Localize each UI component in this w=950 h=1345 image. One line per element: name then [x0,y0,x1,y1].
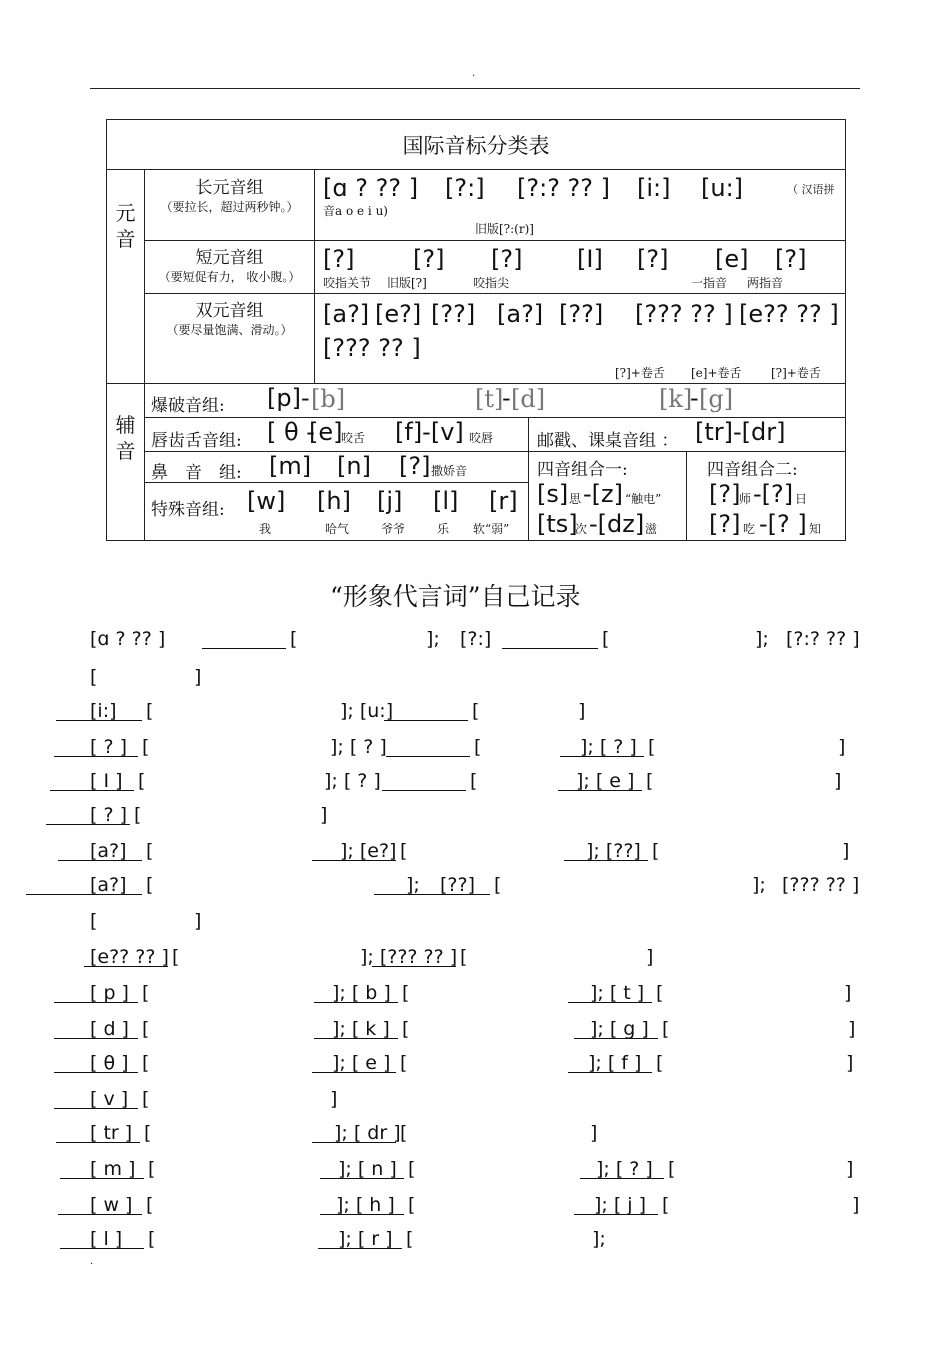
vowel-label: 元音 [115,201,136,251]
record-text: [??? ?? ] [782,874,860,896]
combo-one-ts: [ts] [537,510,578,538]
plosive-g: [g] [699,385,734,413]
combo-two-a-note: 师 [739,492,752,506]
record-text: [ [408,1194,416,1216]
record-line [90,628,860,658]
fill-in-blank[interactable] [580,1178,664,1179]
short-vowel-6: [e] [715,245,749,273]
combo-one-z-note: “触电” [625,492,662,506]
nasal-m: [m] [269,452,312,480]
diphthong-label-3: [?]+卷舌 [771,366,821,380]
lip-e: [e] [309,418,343,446]
special-r-note: 软“弱” [473,522,510,536]
short-vowel-group-name: 短元音组 [195,248,264,268]
diphthong-7: [e?? ?? ] [739,300,839,328]
long-vowel-group-name: 长元音组 [195,178,264,198]
diphthong-6: [??? ?? ] [635,300,733,328]
record-text: [ [602,628,610,650]
record-text: ] [846,1052,854,1074]
record-text: ] [578,700,586,722]
record-lines [90,628,860,1268]
record-text: ]; [406,874,420,896]
lip-theta: [ θ - [267,418,315,446]
record-text: ] [842,840,850,862]
special-h-note: 哈气 [325,522,350,536]
plosive-p: [p]- [267,384,310,412]
combo-two-d-note: 知 [809,522,822,536]
record-line [90,946,860,976]
record-text: ] [194,910,202,932]
fill-in-blank[interactable] [312,1072,396,1073]
record-text: ] [646,946,654,968]
record-line [90,770,860,800]
record-text: ]; [ t ] [590,982,645,1004]
short-vowel-5: [?] [637,245,669,273]
short-vowel-1: [?] [323,245,355,273]
nasal-n: [n] [337,452,371,480]
record-text: [ [142,1052,150,1074]
record-text: [ [646,770,654,792]
record-text: [ [148,1228,156,1250]
combo-two-cell [687,452,846,541]
fill-in-blank[interactable] [386,756,470,757]
fill-in-blank[interactable] [384,720,468,721]
consonant-label-cell [107,384,145,541]
record-text: ] [194,666,202,688]
fill-in-blank[interactable] [60,1248,144,1249]
plosive-group-name: 爆破音组: [151,396,225,416]
long-vowel-1: [ɑ ? ?? ] [323,174,419,202]
fill-in-blank[interactable] [56,1142,140,1143]
combo-two-a: [?] [709,480,741,508]
record-text: [ [90,910,98,932]
post-group-name: 邮戳、课桌音组 ： [537,431,679,451]
record-line [90,874,860,904]
long-vowel-4: [i:] [637,174,671,202]
fill-in-blank[interactable] [314,1038,398,1039]
special-w-note: 我 [259,522,272,536]
header-rule [90,88,860,89]
combo-two-c-note: 吃 [743,522,756,536]
record-text: [ [400,1052,408,1074]
record-text: [ [656,982,664,1004]
record-text: [ [460,946,468,968]
record-text: [i:] [90,700,117,722]
record-text: ] [844,982,852,1004]
record-text: [ [406,1228,414,1250]
combo-two-name: 四音组合二: [707,460,798,480]
fill-in-blank[interactable] [558,790,642,791]
fill-in-blank[interactable] [382,790,466,791]
combo-two-b-note: 日 [795,492,808,506]
record-text: ]; [ h ] [336,1194,395,1216]
fill-in-blank[interactable] [54,1002,138,1003]
special-l-note: 乐 [437,522,450,536]
record-text: ]; [??] [586,840,641,862]
fill-in-blank[interactable] [26,894,142,895]
fill-in-blank[interactable] [320,1214,404,1215]
record-text: [ [400,840,408,862]
record-line [90,1088,860,1118]
combo-two-b: -[?] [753,480,794,508]
record-text: [ [472,700,480,722]
fill-in-blank[interactable] [202,648,286,649]
record-text: ] [330,1088,338,1110]
record-text: [a?] [90,874,127,896]
lip-fv: [f]-[v] [395,418,464,446]
post-row [529,418,846,452]
combo-one-dz: -[dz] [589,510,645,538]
record-text: [ [142,982,150,1004]
record-text: ] [834,770,842,792]
short-vowel-label-two-finger: 两指音 [747,276,784,290]
record-text: ]; [755,628,769,650]
record-text: [ [402,982,410,1004]
record-text: [ [90,666,98,688]
lip-teeth-group-name: 唇齿舌音组: [151,431,242,451]
fill-in-blank[interactable] [320,1178,404,1179]
diphthong-label-1: [?]+卷舌 [615,366,665,380]
record-text: [ d ] [90,1018,129,1040]
long-vowel-2: [?:] [445,174,485,202]
record-text: [ θ ] [90,1052,129,1074]
plosive-row [145,384,846,418]
fill-in-blank[interactable] [312,1142,396,1143]
record-text: ]; [ e ] [576,770,635,792]
combo-two-c: [?] [709,510,741,538]
combo-one-z: -[z] [583,480,623,508]
record-text: ]; [752,874,766,896]
short-vowel-label-fingertip: 咬指尖 [473,276,510,290]
vowel-label-cell [107,170,145,384]
plosive-k: [k] [659,385,693,413]
record-text: ]; [ g ] [590,1018,649,1040]
combo-one-cell [529,452,687,541]
record-text: [ [146,840,154,862]
record-title: “形象代言词”自己记录 [330,582,581,611]
record-line [90,982,860,1012]
fill-in-blank[interactable] [312,860,396,861]
record-text: ]; [ k ] [332,1018,390,1040]
fill-in-blank[interactable] [50,790,134,791]
diphthong-1: [a?] [323,300,370,328]
record-text: ] [848,1018,856,1040]
record-text: ]; [??? ?? ] [360,946,458,968]
nasal-ng-note: 撒娇音 [431,464,468,478]
short-vowel-hint: （要短促有力， 收小腹。） [158,270,301,284]
combo-one-ts-note: 次 [575,522,588,536]
record-line [90,1018,860,1048]
record-text: [e?? ?? ] [90,946,169,968]
fill-in-blank[interactable] [568,1072,652,1073]
fill-in-blank[interactable] [560,756,644,757]
record-text: [ [494,874,502,896]
record-text: ]; [e?] [340,840,397,862]
record-text: ]; [426,628,440,650]
fill-in-blank[interactable] [574,1214,658,1215]
long-vowel-note-pinyin: （ 汉语拼 [787,183,835,196]
plosive-dash-kg: - [690,384,699,412]
record-text: ]; [592,1228,606,1250]
record-line [90,1158,860,1188]
special-w: [w] [247,487,286,515]
record-text: [ [662,1018,670,1040]
post-tr-dr: [tr]-[dr] [695,418,786,446]
fill-in-blank[interactable] [58,1214,142,1215]
record-text: [ ? ] [90,804,127,826]
diphthong-8: [??? ?? ] [323,334,421,362]
special-r: [r] [489,487,518,515]
fill-in-blank[interactable] [56,720,142,721]
fill-in-blank[interactable] [314,1002,398,1003]
record-text: [ [290,628,298,650]
record-text: [ [470,770,478,792]
record-line [90,1228,860,1258]
fill-in-blank[interactable] [58,860,142,861]
consonant-label: 辅音 [115,413,136,463]
diphthong-group-name: 双元音组 [195,301,264,321]
short-vowel-name-cell [145,241,315,294]
record-text: [ [142,736,150,758]
record-text: ] [852,1194,860,1216]
record-line [90,840,860,870]
long-vowel-symbols-cell [315,170,846,241]
short-vowel-3: [?] [491,245,523,273]
record-text: [ I ] [90,770,123,792]
record-line [90,1052,860,1082]
diphthong-symbols-cell [315,294,846,384]
short-vowel-7: [?] [775,245,807,273]
record-text: ]; [ dr ] [334,1122,401,1144]
record-text: [ tr ] [90,1122,133,1144]
record-text: ]; [ e ] [332,1052,391,1074]
long-vowel-note-old: 旧版[?:(r)] [475,222,534,236]
fill-in-blank[interactable] [574,1038,658,1039]
record-text: [ [668,1158,676,1180]
fill-in-blank[interactable] [374,894,490,895]
record-text: [ m ] [90,1158,136,1180]
record-text: ]; [ ? ] [324,770,381,792]
record-text: [ [142,1088,150,1110]
plosive-d: [d] [511,385,546,413]
record-text: ]; [ f ] [588,1052,642,1074]
short-vowel-symbols-cell [315,241,846,294]
short-vowel-label-old: 旧版[?] [387,276,427,290]
record-text: ]; [ b ] [332,982,391,1004]
record-text: [ɑ ? ?? ] [90,628,166,650]
nasal-row [145,452,529,483]
record-text: [ [408,1158,416,1180]
diphthong-5: [??] [559,300,604,328]
record-text: [?:] [460,628,492,650]
fill-in-blank[interactable] [54,1108,138,1109]
combo-two-d: -[? ] [759,510,807,538]
fill-in-blank[interactable] [54,756,138,757]
record-text: [ p ] [90,982,129,1004]
record-line [90,1194,860,1224]
record-text: [ [172,946,180,968]
record-line [90,700,860,730]
special-l: [l] [433,487,459,515]
special-group-name: 特殊音组: [151,500,225,520]
long-vowel-3: [?:? ?? ] [517,174,611,202]
record-text: [ [146,1194,154,1216]
diphthong-label-2: [e]+卷舌 [691,366,742,380]
special-row [145,483,529,541]
header-mark: . [472,68,476,79]
fill-in-blank[interactable] [372,966,456,967]
record-text: [ [134,804,142,826]
record-text: ] [838,736,846,758]
record-text: [ [146,874,154,896]
record-line [90,804,860,834]
special-j: [j] [377,487,403,515]
record-line [90,1122,860,1152]
long-vowel-5: [u:] [701,174,744,202]
diphthong-3: [??] [431,300,476,328]
lip-bite-lip-note: 咬唇 [469,431,494,445]
fill-in-blank[interactable] [502,648,598,649]
record-line [90,666,860,696]
short-vowel-4: [I] [577,245,603,273]
record-text: [ l ] [90,1228,123,1250]
lip-bite-tongue-note: 咬舌 [341,431,366,445]
record-text: ]; [ ? ] [596,1158,653,1180]
record-text: [ [474,736,482,758]
record-text: [ [148,1158,156,1180]
fill-in-blank[interactable] [54,1038,138,1039]
fill-in-blank[interactable] [60,1178,144,1179]
record-text: [ [648,736,656,758]
record-line [90,736,860,766]
record-text: [a?] [90,840,127,862]
fill-in-blank[interactable] [564,860,648,861]
record-text: ]; [u:] [340,700,394,722]
fill-in-blank[interactable] [84,966,168,967]
plosive-t: [t] [475,385,504,413]
plosive-b: [b] [311,385,346,413]
table-title: 国际音标分类表 [402,133,550,158]
record-text: [ [138,770,146,792]
short-vowel-label-one-finger: 一指音 [691,276,728,290]
record-text: [??] [440,874,475,896]
diphthong-name-cell [145,294,315,384]
combo-one-s: [s] [537,480,569,508]
record-line [90,910,860,940]
record-text: [ [656,1052,664,1074]
diphthong-2: [e?] [375,300,422,328]
table-title-cell [107,120,846,170]
record-text: [ ? ] [90,736,127,758]
record-text: [ [400,1122,408,1144]
record-text: ]; [ r ] [338,1228,393,1250]
record-text: [ [652,840,660,862]
diphthong-4: [a?] [497,300,544,328]
record-text: ] [846,1158,854,1180]
record-text: ]; [ n ] [338,1158,397,1180]
fill-in-blank[interactable] [54,1072,138,1073]
record-text: ]; [ j ] [594,1194,647,1216]
fill-in-blank[interactable] [46,824,130,825]
lip-teeth-row [145,418,529,452]
record-text: [ [144,1122,152,1144]
record-text: [ [662,1194,670,1216]
footer-mark: . [90,1256,94,1267]
record-text: [ v ] [90,1088,129,1110]
diphthong-hint: （要尽量饱满、滑动。） [166,323,293,337]
record-text: ]; [ ? ] [330,736,387,758]
record-text: [?:? ?? ] [786,628,860,650]
special-j-note: 爷爷 [381,522,406,536]
fill-in-blank[interactable] [318,1248,402,1249]
ipa-classification-table [106,119,846,541]
record-text: ] [590,1122,598,1144]
combo-one-dz-note: 滋 [645,522,658,536]
long-vowel-hint: （要拉长，超过两秒钟。） [160,200,299,214]
record-text: ] [320,804,328,826]
record-text: ]; [ ? ] [580,736,637,758]
nasal-ng: [?] [399,452,431,480]
record-text: [ [146,700,154,722]
record-text: [ w ] [90,1194,133,1216]
combo-one-s-note: 思 [569,492,582,506]
long-vowel-note-vowels: 音a o e i u) [323,204,388,218]
fill-in-blank[interactable] [568,1002,652,1003]
long-vowel-name-cell [145,170,315,241]
combo-one-name: 四音组合一: [537,460,628,480]
record-text: [ [142,1018,150,1040]
record-text: [ [402,1018,410,1040]
nasal-group-name: 鼻 音 组: [151,463,242,483]
plosive-dash-td: - [502,384,511,412]
short-vowel-label-knuckle: 咬指关节 [323,276,372,290]
short-vowel-2: [?] [413,245,445,273]
special-h: [h] [317,487,351,515]
